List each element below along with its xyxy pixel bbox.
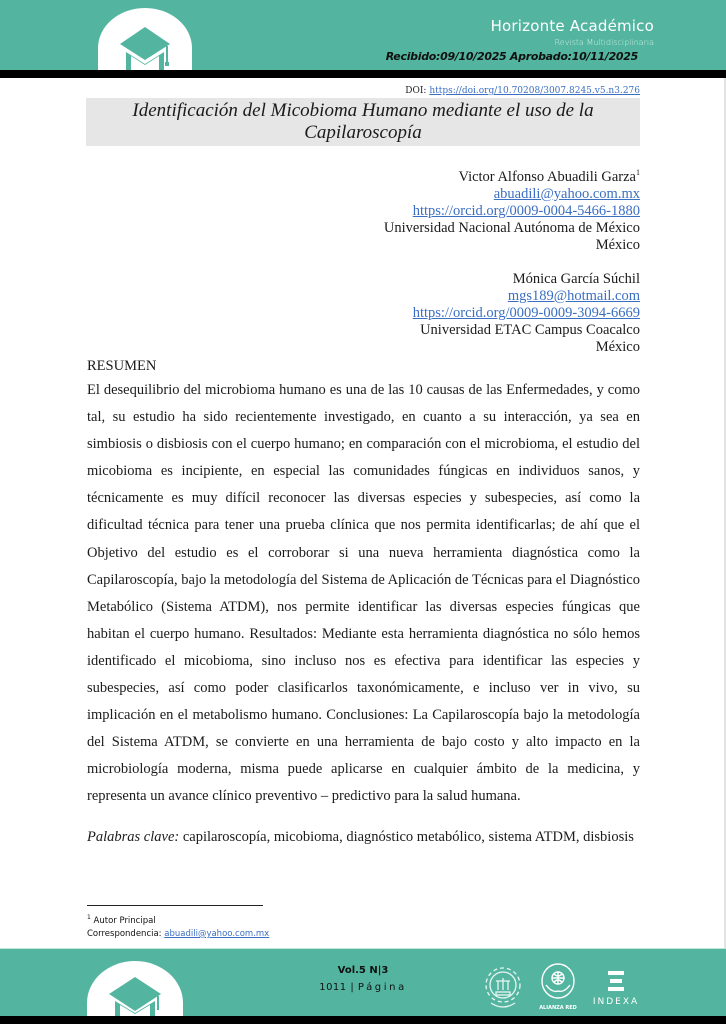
fit-gear-logo-icon — [481, 963, 525, 1011]
indexa-label: INDEXA — [592, 997, 640, 1007]
page-number-line: 1011 | Página — [319, 982, 407, 993]
indexa-bars-icon — [590, 969, 642, 995]
alianza-label: ALIANZA RED — [539, 1005, 577, 1011]
footnote-divider — [87, 905, 263, 906]
doi-label: DOI: — [405, 86, 430, 96]
indexa-logo — [590, 969, 642, 1011]
abstract-text: El desequilibrio del microbioma humano es una de las 10 causas de las Enfermedades, y como tal, su estudio ha sido recientemente investigado, en cuanto a su interacción, ya sea en simbiosis o disbiosis con el cuerpo humano; en comparación con el microbioma, el estudio del micobioma es incipiente, en especial las comunidades fúngicas en individuos sanos, y técnicamente es muy difícil reconocer las diversas especies y subespecies, así como la dificultad técnica para tener una prueba clínica que nos permita identificarlas; de ahí que el Objetivo del estudio es el corroborar si una nueva herramienta diagnóstica como la Capilaroscopía, bajo la metodología del Sistema de Aplicación de Técnicas para el Diagnóstico Metabólico (Sistema ATDM), nos permite identificar las diversas especies fúngicas que habitan el cuerpo humano. Resultados: Mediante esta herramienta diagnóstica no sólo hemos identificado el micobioma, sino incluso nos es efectiva para identificar las especies y subespecies, así como poder clasificarlos taxonómicamente, e incluso ver in vivo, su implicación en el metabolismo humano. Conclusiones: La Capilaroscopía bajo la metodología del Sistema ATDM, se convierte en una herramienta de bajo costo y alto impacto en la microbiología moderna, misma puede aplicarse en cualquier ámbito de la medicina, y representa un avance clínico preventivo – predictivo para la salud humana. — [87, 382, 640, 805]
volume-issue: Vol.5 N|3 — [337, 965, 389, 976]
journal-name: Horizonte Académico — [490, 17, 654, 35]
alianza-red-logo-icon — [538, 963, 578, 1013]
journal-header — [0, 0, 726, 70]
journal-subtitle: Revista Multidisciplinaria — [554, 38, 654, 47]
author-country: México — [595, 338, 640, 355]
doi-link[interactable]: https://doi.org/10.70208/3007.8245.v5.n3.276 — [429, 86, 640, 96]
author-1 — [384, 164, 640, 254]
footnote-mark: 1 — [636, 168, 640, 177]
graduation-cap-logo-icon — [98, 8, 192, 70]
footnote — [87, 911, 269, 941]
author-email-link[interactable]: mgs189@hotmail.com — [507, 287, 640, 304]
author-name: Mónica García Súchil — [512, 270, 640, 287]
doi-line — [405, 86, 640, 96]
footnote-correspondence: Correspondencia: abuadili@yahoo.com.mx — [87, 928, 270, 939]
keywords-line — [87, 829, 634, 846]
author-country: México — [595, 236, 640, 253]
journal-footer — [0, 948, 726, 1016]
received-approved-dates: Recibido:09/10/2025 Aprobado:10/11/2025 — [385, 50, 638, 63]
author-affiliation: Universidad ETAC Campus Coacalco — [420, 321, 640, 338]
page-label: Página — [357, 982, 407, 993]
page-number: 1011 — [319, 982, 347, 993]
footer-divider — [0, 1016, 726, 1024]
author-affiliation: Universidad Nacional Autónoma de México — [383, 219, 640, 236]
keywords-values: capilaroscopía, micobioma, diagnóstico metabólico, sistema ATDM, disbiosis — [179, 829, 634, 845]
author-2 — [384, 271, 640, 356]
author-email-link[interactable]: abuadili@yahoo.com.mx — [493, 185, 640, 202]
footnote-author: $^1$ Autor Principal — [87, 914, 156, 926]
correspondence-email-link[interactable]: abuadili@yahoo.com.mx — [164, 928, 270, 939]
author-name: Victor Alfonso Abuadili Garza$^1$ — [458, 168, 640, 185]
authors-block — [384, 164, 640, 373]
header-divider — [0, 70, 726, 78]
author-orcid-link[interactable]: https://orcid.org/0009-0004-5466-1880 — [412, 202, 640, 219]
abstract-heading: RESUMEN — [87, 358, 157, 374]
article-title: Identificación del Micobioma Humano mediante el uso de la Capilaroscopía — [132, 100, 594, 143]
keywords-label: Palabras clave: — [87, 829, 180, 845]
author-orcid-link[interactable]: https://orcid.org/0009-0009-3094-6669 — [412, 304, 640, 321]
